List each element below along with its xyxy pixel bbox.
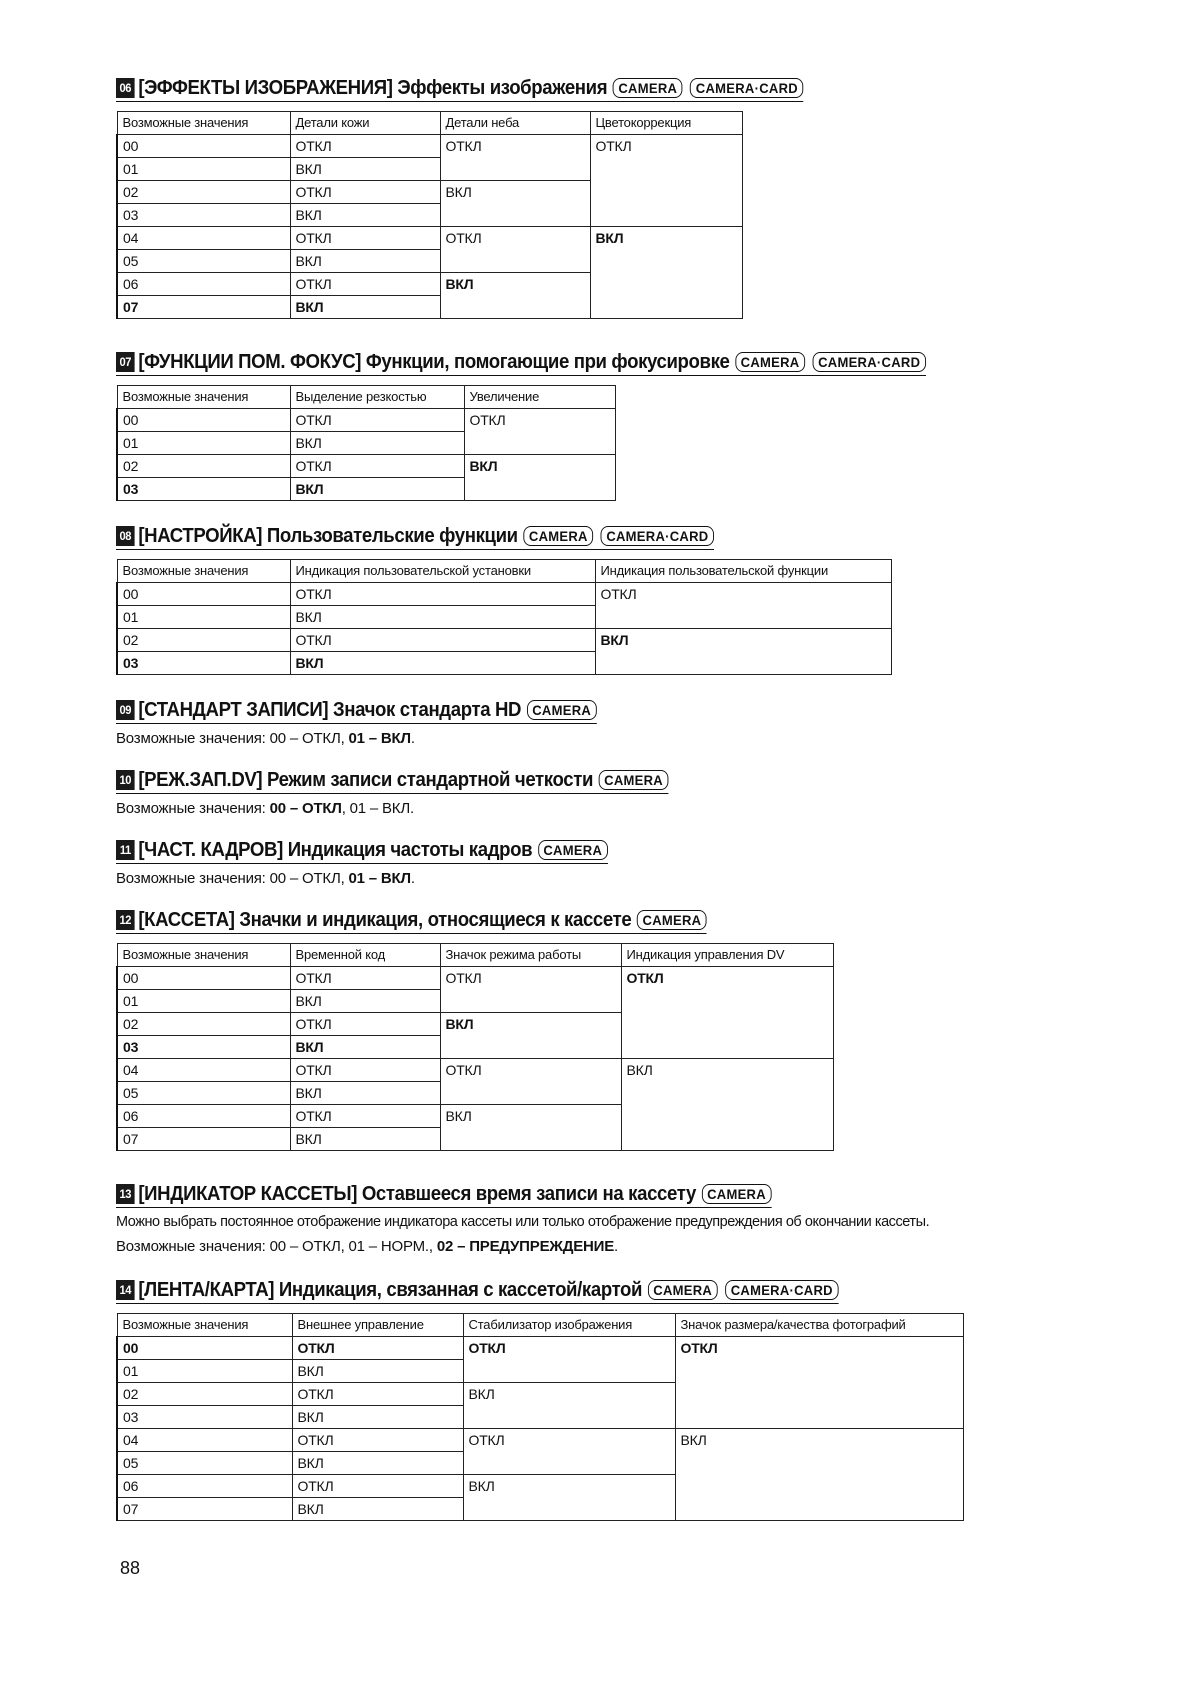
section-heading: [116, 698, 597, 724]
table-header: Возможные значения: [117, 560, 290, 583]
table-cell: ОТКЛ: [290, 227, 440, 250]
table-cell: ОТКЛ: [290, 967, 440, 990]
section-frame-rate: [116, 838, 645, 887]
table-cell: ВКЛ: [290, 1036, 440, 1059]
table-cell: 01: [117, 990, 290, 1013]
section-focus-assist: [116, 350, 987, 501]
section-cassette: [116, 908, 834, 1151]
table-cell: ОТКЛ: [464, 409, 615, 455]
table-header: Значок режима работы: [440, 944, 621, 967]
section-description: Можно выбрать постоянное отображение индикатора кассеты или только отображение предупреждения об окончании кассеты.: [116, 1214, 930, 1230]
settings-table: [116, 385, 616, 501]
table-cell: 03: [117, 652, 290, 675]
section-heading: [116, 838, 608, 864]
table-cell: ОТКЛ: [590, 135, 742, 227]
camera-card-mode-icon: CAMERA·CARD: [813, 352, 926, 372]
section-number-badge: 07: [116, 352, 135, 372]
section-image-effects: [116, 76, 855, 319]
camera-mode-icon: CAMERA: [538, 840, 608, 860]
section-title: [ЧАСТ. КАДРОВ] Индикация частоты кадров: [138, 839, 533, 861]
camera-mode-icon: CAMERA: [523, 526, 593, 546]
table-header: Цветокоррекция: [590, 112, 742, 135]
table-cell: ОТКЛ: [440, 1059, 621, 1105]
camera-mode-icon: CAMERA: [527, 700, 597, 720]
table-cell: ВКЛ: [290, 204, 440, 227]
section-number-badge: 06: [116, 78, 135, 98]
table-header: Внешнее управление: [292, 1314, 463, 1337]
section-number-badge: 12: [116, 910, 135, 930]
table-cell: ВКЛ: [290, 1082, 440, 1105]
possible-values-note: Возможные значения: 00 – ОТКЛ, 01 – НОРМ., 02 – ПРЕДУПРЕЖДЕНИЕ.: [116, 1238, 619, 1255]
table-cell: ОТКЛ: [292, 1475, 463, 1498]
section-number-badge: 10: [116, 770, 135, 790]
table-cell: 02: [117, 629, 290, 652]
table-cell: ОТКЛ: [463, 1429, 675, 1475]
table-cell: ВКЛ: [290, 478, 464, 501]
table-cell: ВКЛ: [292, 1360, 463, 1383]
table-cell: 05: [117, 250, 290, 273]
table-cell: ВКЛ: [440, 1105, 621, 1151]
table-cell: ОТКЛ: [290, 583, 595, 606]
section-title: [ЛЕНТА/КАРТА] Индикация, связанная с кассетой/картой: [138, 1279, 643, 1301]
camera-card-mode-icon: CAMERA·CARD: [725, 1280, 838, 1300]
section-number-badge: 09: [116, 700, 135, 720]
table-cell: 00: [117, 1337, 292, 1360]
section-heading: [116, 1182, 771, 1208]
table-cell: ВКЛ: [290, 296, 440, 319]
table-cell: 03: [117, 1036, 290, 1059]
table-cell: ВКЛ: [290, 652, 595, 675]
table-header: Возможные значения: [117, 1314, 292, 1337]
table-cell: 06: [117, 1475, 292, 1498]
table-cell: ОТКЛ: [290, 629, 595, 652]
section-heading: [116, 350, 926, 376]
table-header: Индикация управления DV: [621, 944, 833, 967]
camera-mode-icon: CAMERA: [637, 910, 707, 930]
table-cell: ОТКЛ: [290, 273, 440, 296]
table-cell: ВКЛ: [621, 1059, 833, 1151]
table-cell: ВКЛ: [290, 606, 595, 629]
table-cell: ВКЛ: [290, 158, 440, 181]
table-cell: 03: [117, 204, 290, 227]
table-cell: 03: [117, 1406, 292, 1429]
table-header: Временной код: [290, 944, 440, 967]
section-heading: [116, 908, 707, 934]
settings-table: [116, 943, 834, 1151]
table-cell: 03: [117, 478, 290, 501]
table-header: Возможные значения: [117, 386, 290, 409]
camera-mode-icon: CAMERA: [648, 1280, 718, 1300]
table-cell: 02: [117, 1013, 290, 1036]
table-cell: ВКЛ: [290, 1128, 440, 1151]
table-cell: ОТКЛ: [292, 1383, 463, 1406]
settings-table: [116, 1313, 964, 1521]
table-cell: ВКЛ: [440, 1013, 621, 1059]
camera-mode-icon: CAMERA: [735, 352, 805, 372]
table-cell: ОТКЛ: [621, 967, 833, 1059]
table-cell: 00: [117, 409, 290, 432]
table-header: Увеличение: [464, 386, 615, 409]
table-cell: 01: [117, 158, 290, 181]
table-cell: 01: [117, 432, 290, 455]
section-number-badge: 13: [116, 1184, 135, 1204]
section-custom-functions: [116, 524, 892, 675]
section-title: [ФУНКЦИИ ПОМ. ФОКУС] Функции, помогающие при фокусировке: [138, 351, 730, 373]
table-cell: ВКЛ: [595, 629, 891, 675]
table-header: Возможные значения: [117, 112, 290, 135]
table-header: Детали неба: [440, 112, 590, 135]
table-cell: ВКЛ: [675, 1429, 963, 1521]
camera-card-mode-icon: CAMERA·CARD: [601, 526, 714, 546]
table-header: Детали кожи: [290, 112, 440, 135]
table-cell: ОТКЛ: [290, 455, 464, 478]
table-cell: ВКЛ: [290, 432, 464, 455]
section-number-badge: 08: [116, 526, 135, 546]
table-cell: ВКЛ: [590, 227, 742, 319]
section-number-badge: 14: [116, 1280, 135, 1300]
table-header: Индикация пользовательской установки: [290, 560, 595, 583]
table-cell: 04: [117, 1429, 292, 1452]
table-cell: ОТКЛ: [440, 227, 590, 273]
section-cassette-indicator: [116, 1182, 929, 1255]
table-cell: ВКЛ: [292, 1498, 463, 1521]
table-cell: ВКЛ: [290, 250, 440, 273]
page-number: 88: [120, 1558, 141, 1578]
table-header: Стабилизатор изображения: [463, 1314, 675, 1337]
table-cell: 05: [117, 1082, 290, 1105]
table-cell: ОТКЛ: [290, 409, 464, 432]
settings-table: [116, 559, 892, 675]
section-hd-standard: [116, 698, 633, 747]
section-title: [РЕЖ.ЗАП.DV] Режим записи стандартной четкости: [138, 769, 594, 791]
table-cell: ОТКЛ: [290, 181, 440, 204]
table-cell: ОТКЛ: [290, 1013, 440, 1036]
table-cell: 06: [117, 1105, 290, 1128]
possible-values-note: Возможные значения: 00 – ОТКЛ, 01 – ВКЛ.: [116, 800, 414, 817]
table-cell: 01: [117, 606, 290, 629]
table-cell: ВКЛ: [292, 1406, 463, 1429]
section-heading: [116, 76, 804, 102]
section-heading: [116, 524, 714, 550]
section-title: [ИНДИКАТОР КАССЕТЫ] Оставшееся время записи на кассету: [138, 1183, 696, 1205]
table-cell: 00: [117, 967, 290, 990]
table-cell: 07: [117, 296, 290, 319]
table-cell: ВКЛ: [463, 1383, 675, 1429]
table-cell: ОТКЛ: [290, 135, 440, 158]
table-cell: ВКЛ: [290, 990, 440, 1013]
section-tape-card: [116, 1278, 964, 1521]
section-title: [НАСТРОЙКА] Пользовательские функции: [138, 525, 518, 547]
table-cell: ВКЛ: [292, 1452, 463, 1475]
table-cell: 02: [117, 1383, 292, 1406]
table-cell: ОТКЛ: [463, 1337, 675, 1383]
camera-mode-icon: CAMERA: [599, 770, 669, 790]
table-cell: 01: [117, 1360, 292, 1383]
section-number-badge: 11: [116, 840, 135, 860]
section-title: [СТАНДАРТ ЗАПИСИ] Значок стандарта HD: [138, 699, 522, 721]
section-title: [КАССЕТА] Значки и индикация, относящиеся к кассете: [138, 909, 632, 931]
table-header: Возможные значения: [117, 944, 290, 967]
possible-values-note: Возможные значения: 00 – ОТКЛ, 01 – ВКЛ.: [116, 870, 415, 887]
table-cell: 07: [117, 1128, 290, 1151]
table-cell: ОТКЛ: [595, 583, 891, 629]
table-header: Значок размера/качества фотографий: [675, 1314, 963, 1337]
camera-card-mode-icon: CAMERA·CARD: [690, 78, 803, 98]
section-heading: [116, 1278, 838, 1304]
table-cell: ОТКЛ: [675, 1337, 963, 1429]
table-cell: ОТКЛ: [290, 1105, 440, 1128]
table-cell: ВКЛ: [440, 181, 590, 227]
table-cell: 04: [117, 227, 290, 250]
table-cell: ОТКЛ: [290, 1059, 440, 1082]
section-dv-record-mode: [116, 768, 710, 817]
section-title: [ЭФФЕКТЫ ИЗОБРАЖЕНИЯ] Эффекты изображения: [138, 77, 608, 99]
table-cell: 07: [117, 1498, 292, 1521]
possible-values-note: Возможные значения: 00 – ОТКЛ, 01 – ВКЛ.: [116, 730, 415, 747]
table-cell: ВКЛ: [463, 1475, 675, 1521]
table-cell: 02: [117, 455, 290, 478]
section-heading: [116, 768, 669, 794]
camera-mode-icon: CAMERA: [613, 78, 683, 98]
table-header: Индикация пользовательской функции: [595, 560, 891, 583]
table-header: Выделение резкостью: [290, 386, 464, 409]
table-cell: ОТКЛ: [292, 1429, 463, 1452]
table-cell: ОТКЛ: [440, 967, 621, 1013]
table-cell: ОТКЛ: [440, 135, 590, 181]
table-cell: ВКЛ: [440, 273, 590, 319]
table-cell: 00: [117, 135, 290, 158]
table-cell: 00: [117, 583, 290, 606]
table-cell: 05: [117, 1452, 292, 1475]
table-cell: ВКЛ: [464, 455, 615, 501]
table-cell: ОТКЛ: [292, 1337, 463, 1360]
settings-table: [116, 111, 743, 319]
table-cell: 06: [117, 273, 290, 296]
table-cell: 02: [117, 181, 290, 204]
camera-mode-icon: CAMERA: [702, 1184, 772, 1204]
table-cell: 04: [117, 1059, 290, 1082]
